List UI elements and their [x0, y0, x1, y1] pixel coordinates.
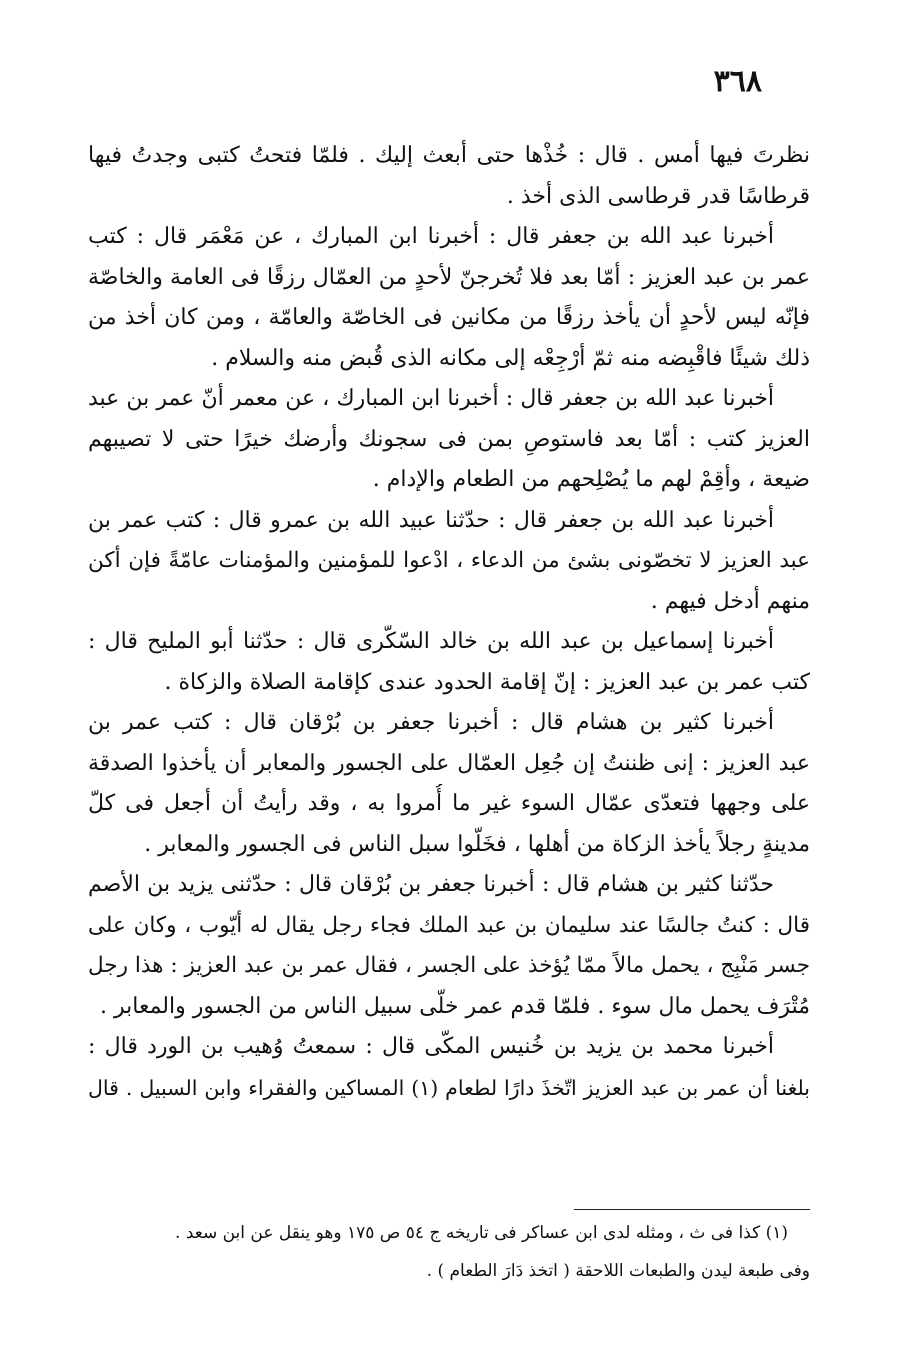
text-line: كتب عمر بن عبد العزيز : إنّ إقامة الحدود عندى كإقامة الصلاة والزكاة .	[164, 669, 810, 695]
text-line: عبد العزيز لا تخصّونى بشئ من الدعاء ، ادْعوا للمؤمنين والمؤمنات عامّةً فإن أكن	[88, 548, 810, 573]
text-line: أخبرنا عبد الله بن جعفر قال : أخبرنا ابن المبارك ، عن معمر أنّ عمر بن عبد	[88, 386, 774, 411]
text-line: جسر مَنْبِج ، يحمل مالاً ممّا يُؤخذ على الجسر ، فقال عمر بن عبد العزيز : هذا رجل	[88, 953, 810, 978]
text-line: أخبرنا عبد الله بن جعفر قال : حدّثنا عبيد الله بن عمرو قال : كتب عمر بن	[88, 507, 774, 533]
text-line: عمر بن عبد العزيز : أمّا بعد فلا تُخرجنّ لأحدٍ من العمّال رزقًا فى العامة والخاصّة	[88, 264, 810, 290]
footnotes	[88, 1214, 810, 1290]
main-text	[88, 136, 810, 1108]
page-number: ٣٦٨	[713, 64, 762, 99]
text-line: ضيعة ، وأقِمْ لهم ما يُصْلِحهم من الطعام والإدام .	[372, 467, 810, 492]
text-line: قال : كنتُ جالسًا عند سليمان بن عبد الملك فجاء رجل يقال له أيّوب ، وكان على	[88, 912, 810, 938]
text-line: أخبرنا محمد بن يزيد بن خُنيس المكّى قال : سمعتُ وُهيب بن الورد قال :	[88, 1034, 774, 1059]
footnote-line: (١) كذا فى ث ، ومثله لدى ابن عساكر فى تاريخه ج ٥٤ ص ١٧٥ وهو ينقل عن ابن سعد .	[175, 1223, 788, 1243]
text-line: حدّثنا كثير بن هشام قال : أخبرنا جعفر بن بُرْقان قال : حدّثنى يزيد بن الأصم	[88, 872, 774, 897]
footnote-line: وفى طبعة ليدن والطبعات اللاحقة ( اتخذ دَارَ الطعام ) .	[426, 1261, 810, 1281]
text-line: قرطاسًا قدر قرطاسى الذى أخذ .	[506, 183, 810, 209]
text-line: أخبرنا عبد الله بن جعفر قال : أخبرنا ابن المبارك ، عن مَعْمَر قال : كتب	[88, 224, 774, 249]
text-line: فإنّه ليس لأحدٍ أن يأخذ رزقًا من مكانين فى الخاصّة والعامّة ، ومن كان أخذ من	[88, 305, 810, 330]
text-line: أخبرنا كثير بن هشام قال : أخبرنا جعفر بن بُرْقان قال : كتب عمر بن	[88, 710, 774, 735]
text-line: بلغنا أن عمر بن عبد العزيز اتّخذَ دارًا لطعام (١) المساكين والفقراء وابن السبيل . قال	[88, 1075, 810, 1100]
text-line: العزيز كتب : أمّا بعد فاستوصِ بمن فى سجونك وأرضك خيرًا حتى لا تصيبهم	[88, 426, 810, 452]
text-line: عبد العزيز : إنى ظننتُ إن جُعِل العمّال على الجسور والمعابر أن يأخذوا الصدقة	[88, 750, 810, 776]
text-line: نظرتَ فيها أمس . قال : خُذْها حتى أبعث إليك . فلمّا فتحتُ كتبى وجدتُ فيها	[88, 143, 810, 168]
text-line: أخبرنا إسماعيل بن عبد الله بن خالد السّكّرى قال : حدّثنا أبو المليح قال :	[88, 629, 774, 654]
text-line: على وجهها فتعدّى عمّال السوء غير ما أُمروا به ، وقد رأيتُ أن أجعل فى كلّ	[88, 791, 810, 816]
footnote-divider	[574, 1209, 810, 1210]
text-line: منهم أدخل فيهم .	[650, 588, 810, 614]
text-line: مدينةٍ رجلاً يأخذ الزكاة من أهلها ، فخَلّوا سبل الناس فى الجسور والمعابر .	[144, 831, 810, 857]
text-line: ذلك شيئًا فاقْبِضه منه ثمّ أرْجِعْه إلى مكانه الذى قُبض منه والسلام .	[211, 345, 810, 371]
text-line: مُتْرَف يحمل مال سوء . فلمّا قدم عمر خلّى سبيل الناس من الجسور والمعابر .	[100, 993, 810, 1019]
